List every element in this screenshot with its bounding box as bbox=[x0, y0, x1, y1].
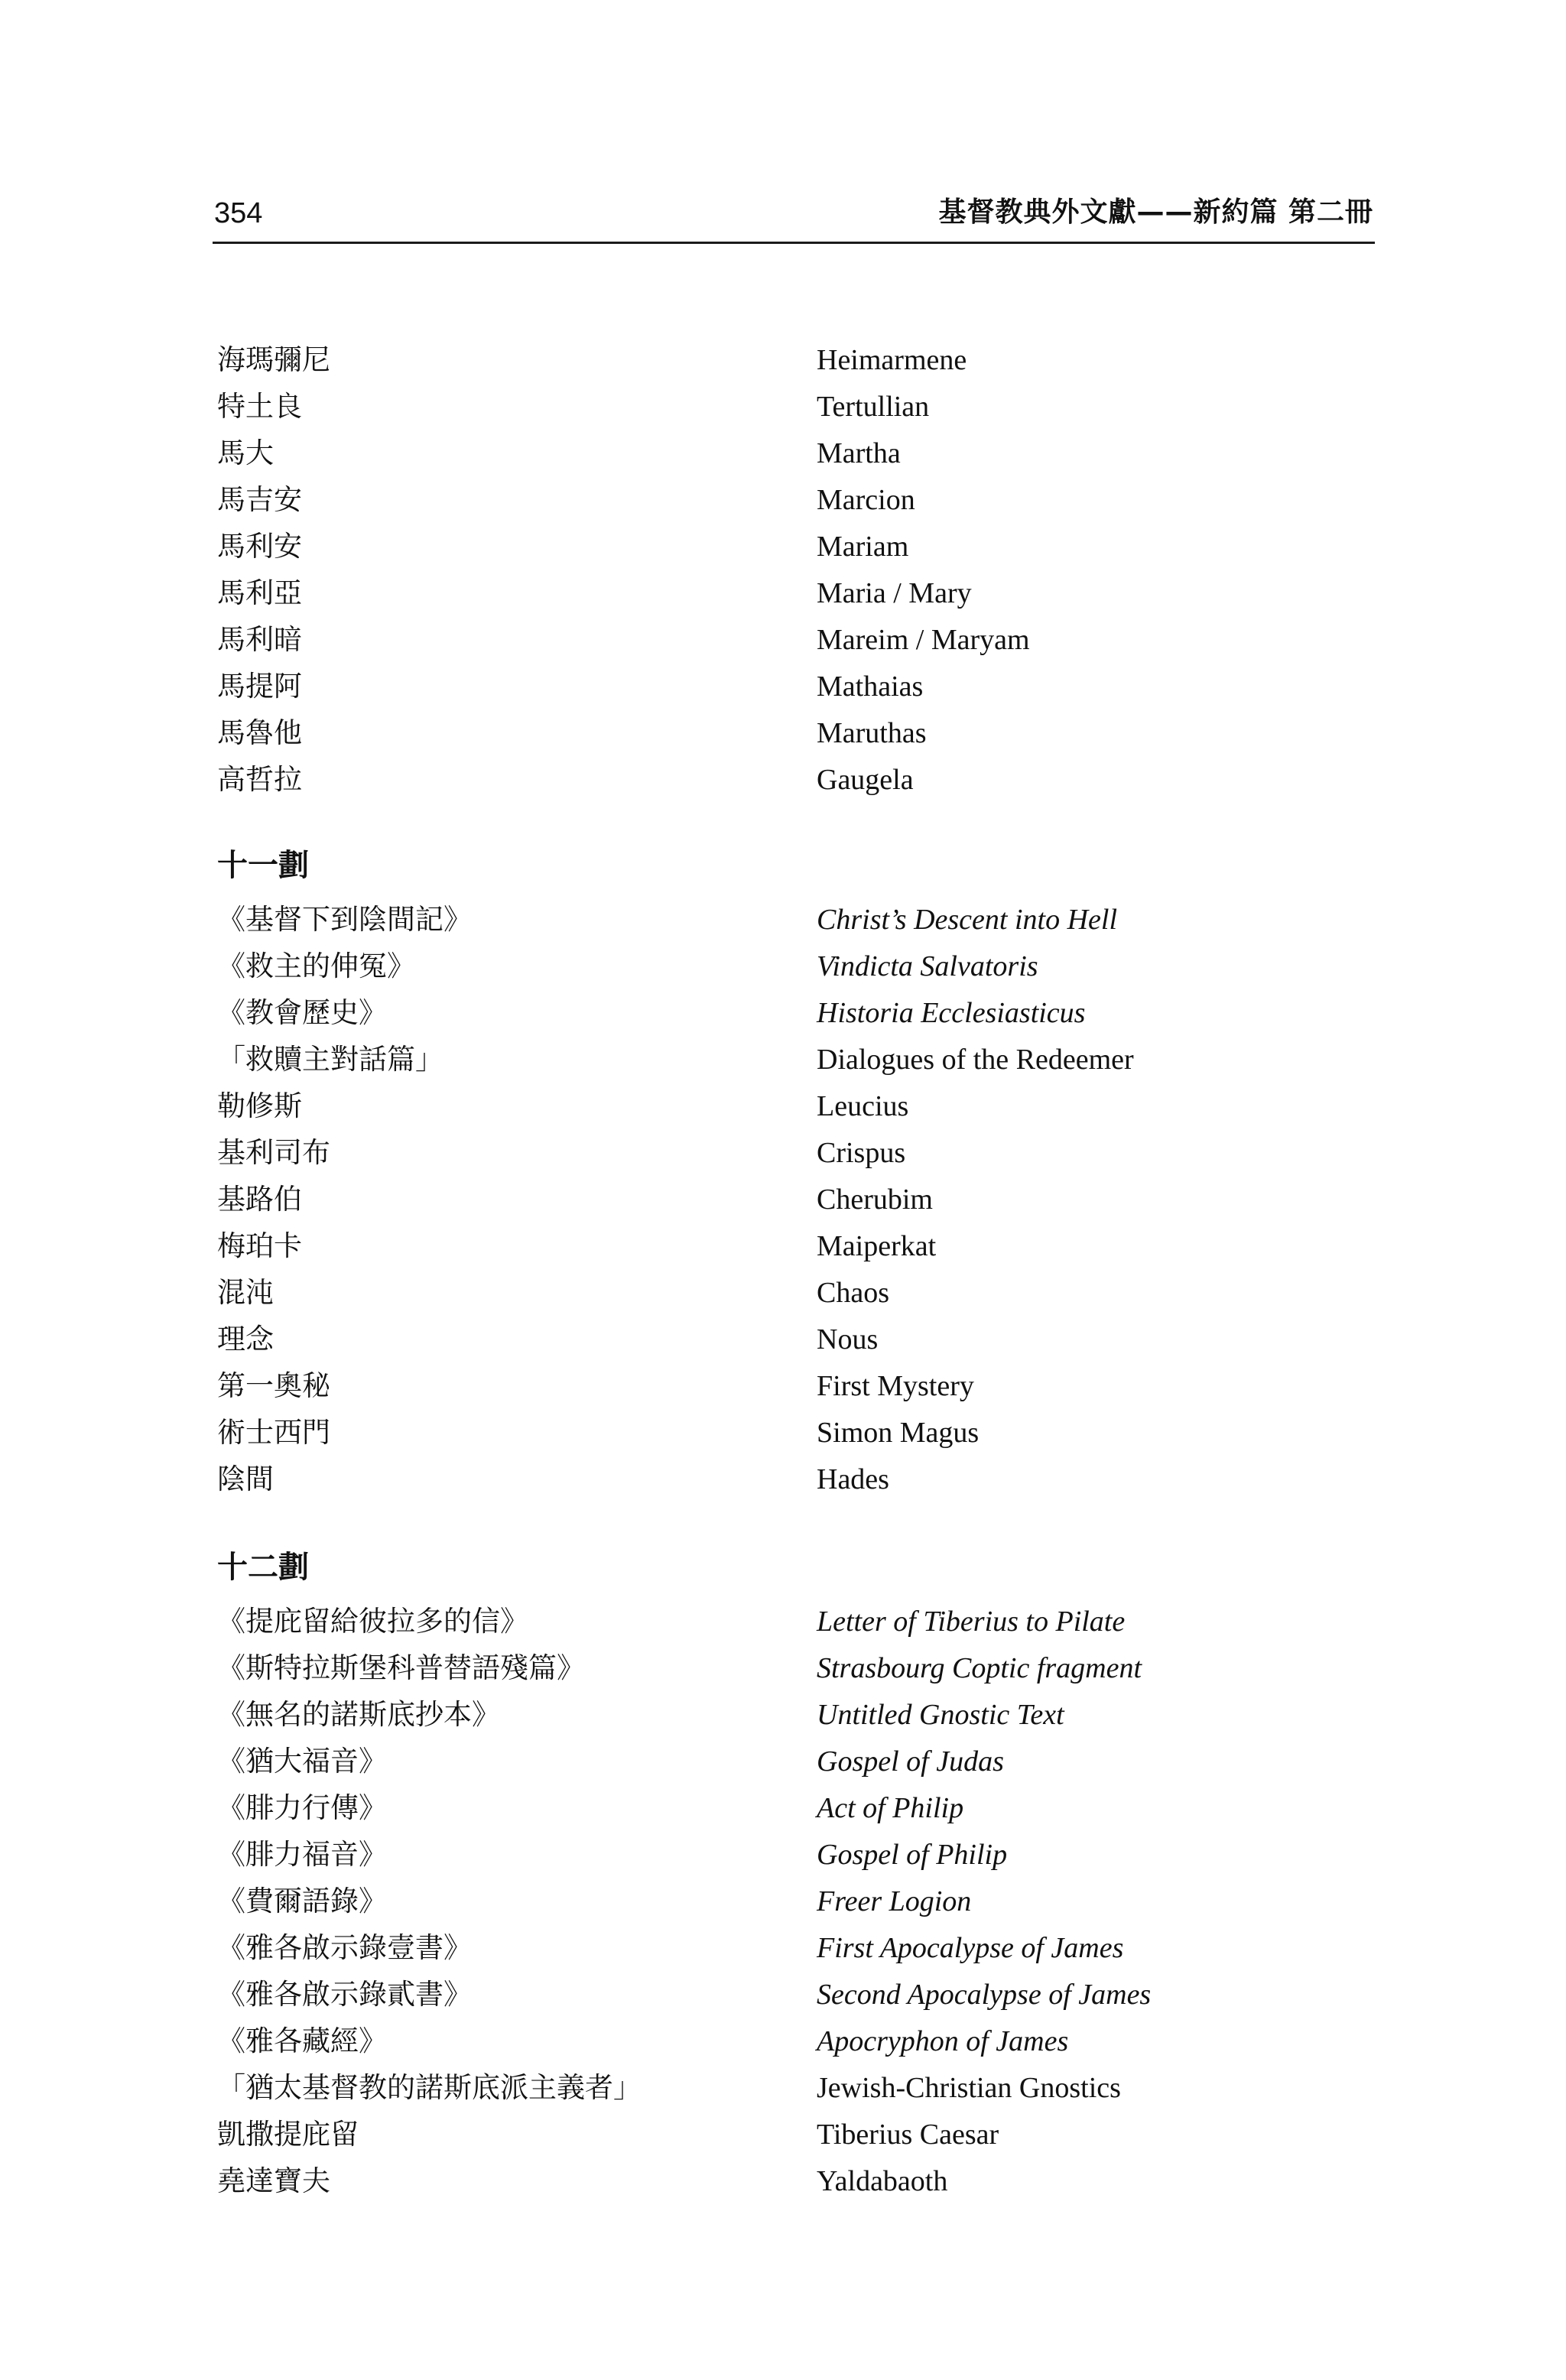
chinese-term: 《斯特拉斯堡科普替語殘篇》 bbox=[217, 1651, 585, 1684]
chinese-term: 《費爾語錄》 bbox=[217, 1885, 387, 1917]
chinese-term: 第一奧秘 bbox=[217, 1369, 330, 1402]
chinese-term: 《提庇留給彼拉多的信》 bbox=[217, 1605, 528, 1638]
chinese-term: 《教會歷史》 bbox=[217, 996, 387, 1029]
glossary-entry bbox=[0, 1185, 1566, 1232]
chinese-term: 特土良 bbox=[217, 390, 302, 423]
glossary-entry bbox=[0, 905, 1566, 952]
english-term: Simon Magus bbox=[817, 1417, 980, 1449]
english-term: Christ’s Descent into Hell bbox=[817, 904, 1118, 936]
english-term: Letter of Tiberius to Pilate bbox=[817, 1606, 1126, 1638]
english-term: Hades bbox=[817, 1463, 889, 1495]
english-term: Gospel of Judas bbox=[817, 1745, 1004, 1778]
chinese-term: 凱撒提庇留 bbox=[217, 2118, 359, 2151]
english-term: Apocryphon of James bbox=[817, 2025, 1069, 2057]
chinese-term: 馬大 bbox=[217, 437, 274, 469]
chinese-term: 基利司布 bbox=[217, 1136, 330, 1169]
chinese-term: 理念 bbox=[217, 1323, 274, 1356]
glossary-entry bbox=[0, 1138, 1566, 1185]
english-term: Gospel of Philip bbox=[817, 1839, 1008, 1871]
glossary-entry bbox=[0, 532, 1566, 579]
glossary-entry bbox=[0, 439, 1566, 485]
chinese-term: 馬利安 bbox=[217, 530, 302, 563]
english-term: Mathaias bbox=[817, 670, 924, 703]
chinese-term: 馬利暗 bbox=[217, 623, 302, 656]
glossary-entry bbox=[0, 392, 1566, 439]
chinese-term: 海瑪彌尼 bbox=[217, 343, 330, 376]
chinese-term: 馬魯他 bbox=[217, 716, 302, 749]
glossary-entry bbox=[0, 625, 1566, 672]
glossary-entry bbox=[0, 1980, 1566, 2027]
english-term: Freer Logion bbox=[817, 1885, 972, 1917]
english-term: Martha bbox=[817, 437, 901, 469]
chinese-term: 《救主的伸冤》 bbox=[217, 950, 415, 982]
english-term: Historia Ecclesiasticus bbox=[817, 997, 1086, 1029]
english-term: Act of Philip bbox=[817, 1792, 964, 1824]
page-header bbox=[213, 196, 1375, 244]
glossary-entry bbox=[0, 765, 1566, 812]
english-term: Jewish-Christian Gnostics bbox=[817, 2072, 1121, 2104]
glossary-entry bbox=[0, 1418, 1566, 1465]
english-term: Mariam bbox=[817, 531, 909, 563]
glossary-entry bbox=[0, 1887, 1566, 1934]
english-term: Tertullian bbox=[817, 391, 930, 423]
chinese-term: 馬吉安 bbox=[217, 483, 302, 516]
english-term: Second Apocalypse of James bbox=[817, 1979, 1152, 2011]
glossary-entry bbox=[0, 2024, 1566, 2073]
english-term: Gaugela bbox=[817, 764, 914, 796]
english-term: Maiperkat bbox=[817, 1230, 937, 1262]
glossary-entry bbox=[0, 2120, 1566, 2167]
chinese-term: 基路伯 bbox=[217, 1183, 302, 1216]
english-term: Maria / Mary bbox=[817, 577, 972, 609]
english-term: Maruthas bbox=[817, 717, 927, 749]
glossary-entry bbox=[0, 1278, 1566, 1325]
chinese-term: 《雅各啟示錄貳書》 bbox=[217, 1978, 472, 2011]
running-title: 基督教典外文獻——新約篇 第二冊 bbox=[938, 196, 1373, 228]
glossary-entry bbox=[0, 2073, 1566, 2120]
english-term: First Mystery bbox=[817, 1370, 974, 1402]
english-term: Nous bbox=[817, 1323, 879, 1356]
english-term: Crispus bbox=[817, 1137, 906, 1169]
chinese-term: 馬提阿 bbox=[217, 670, 302, 703]
english-term: Yaldabaoth bbox=[817, 2165, 948, 2197]
chinese-term: 《腓力福音》 bbox=[217, 1838, 387, 1871]
chinese-term: 高哲拉 bbox=[217, 763, 302, 796]
english-term: Marcion bbox=[817, 484, 915, 516]
glossary-entry bbox=[0, 1791, 1566, 1840]
english-term: First Apocalypse of James bbox=[817, 1932, 1124, 1964]
glossary-entry bbox=[0, 672, 1566, 719]
english-term: Untitled Gnostic Text bbox=[817, 1699, 1064, 1731]
glossary-entry bbox=[0, 952, 1566, 998]
chinese-term: 「救贖主對話篇」 bbox=[217, 1043, 443, 1076]
chinese-term: 堯達寶夫 bbox=[217, 2164, 330, 2197]
english-term: Mareim / Maryam bbox=[817, 624, 1030, 656]
chinese-term: 「猶太基督教的諾斯底派主義者」 bbox=[217, 2071, 642, 2104]
english-term: Heimarmene bbox=[817, 344, 967, 376]
glossary-entry bbox=[0, 998, 1566, 1045]
english-term: Cherubim bbox=[817, 1184, 933, 1216]
chinese-term: 《基督下到陰間記》 bbox=[217, 903, 472, 936]
chinese-term: 陰間 bbox=[217, 1463, 274, 1495]
glossary-entry bbox=[0, 1747, 1566, 1794]
glossary-entry bbox=[0, 1369, 1566, 1418]
chinese-term: 梅珀卡 bbox=[217, 1229, 302, 1262]
chinese-term: 勒修斯 bbox=[217, 1089, 302, 1122]
glossary-entry bbox=[0, 1651, 1566, 1700]
english-term: Chaos bbox=[817, 1277, 889, 1309]
glossary-entry bbox=[0, 576, 1566, 625]
chinese-term: 《雅各藏經》 bbox=[217, 2024, 387, 2057]
glossary-entry bbox=[0, 1089, 1566, 1138]
glossary-entry bbox=[0, 1700, 1566, 1747]
chinese-term: 《雅各啟示錄壹書》 bbox=[217, 1931, 472, 1964]
glossary-entry bbox=[0, 1325, 1566, 1372]
english-term: Tiberius Caesar bbox=[817, 2119, 999, 2151]
glossary-entry bbox=[0, 1229, 1566, 1278]
chinese-term: 馬利亞 bbox=[217, 576, 302, 609]
glossary-entry bbox=[0, 1465, 1566, 1511]
glossary-entry bbox=[0, 485, 1566, 532]
glossary-entry bbox=[0, 1045, 1566, 1092]
glossary-entry bbox=[0, 1931, 1566, 1980]
section-heading: 十二劃 bbox=[217, 1550, 309, 1585]
chinese-term: 術士西門 bbox=[217, 1416, 330, 1449]
glossary-entry bbox=[0, 2164, 1566, 2213]
glossary-entry bbox=[0, 1840, 1566, 1887]
glossary-entry bbox=[0, 343, 1566, 392]
glossary-entry bbox=[0, 716, 1566, 765]
english-term: Strasbourg Coptic fragment bbox=[817, 1652, 1142, 1684]
section-heading: 十一劃 bbox=[217, 848, 309, 883]
page-number: 354 bbox=[214, 197, 263, 229]
english-term: Leucius bbox=[817, 1090, 909, 1122]
chinese-term: 混沌 bbox=[217, 1276, 274, 1309]
english-term: Vindicta Salvatoris bbox=[817, 950, 1038, 982]
glossary-entry bbox=[0, 1607, 1566, 1654]
chinese-term: 《猶大福音》 bbox=[217, 1745, 387, 1778]
chinese-term: 《腓力行傳》 bbox=[217, 1791, 387, 1824]
chinese-term: 《無名的諾斯底抄本》 bbox=[217, 1698, 500, 1731]
english-term: Dialogues of the Redeemer bbox=[817, 1044, 1134, 1076]
